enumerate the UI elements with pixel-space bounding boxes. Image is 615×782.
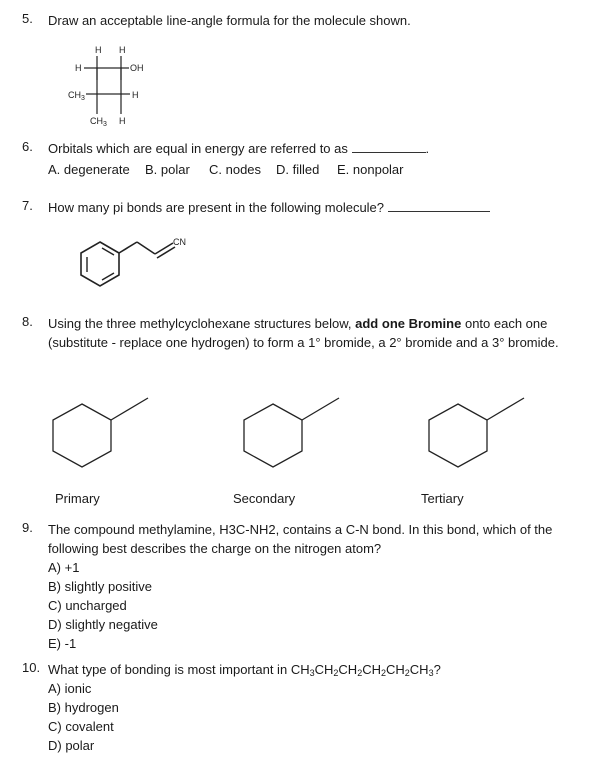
- q8-methylcyclohexane-2: [243, 395, 343, 475]
- q5-label-h-top-left: H: [95, 45, 102, 55]
- q8-ring-3: [429, 404, 487, 467]
- q9-number: 9.: [22, 520, 33, 535]
- q5-text: Draw an acceptable line-angle formula for the molecule shown.: [48, 13, 411, 28]
- q9-option-d: D) slightly negative: [48, 617, 158, 632]
- q5-label-oh: OH: [130, 63, 144, 73]
- q10-option-c: C) covalent: [48, 719, 114, 734]
- q5-label-ch3-left: $CH_3$: [68, 90, 85, 102]
- q8-text-part1: Using the three methylcyclohexane structures below,: [48, 316, 352, 331]
- q6-number: 6.: [22, 139, 33, 154]
- q5-label-h-left: H: [75, 63, 82, 73]
- q8-methyl-1: [111, 398, 148, 420]
- q9-line1: The compound methylamine, H3C-NH2, contains a C-N bond. In this bond, which of the: [48, 522, 553, 537]
- q8-methyl-2: [302, 398, 339, 420]
- q5-label-h-bottom: H: [119, 116, 126, 126]
- q10-line: [48, 660, 441, 679]
- q7-line: [48, 198, 490, 217]
- q7-number: 7.: [22, 198, 33, 213]
- q8-label-secondary: Secondary: [233, 491, 296, 506]
- q7-molecule-diagram: [75, 230, 215, 300]
- q6-option-d: D. filled: [276, 162, 320, 177]
- q5-label-h-right: H: [132, 90, 139, 100]
- q7-chain-bond-2: [137, 242, 155, 254]
- q5-label-ch3-bottom: $CH_3$: [90, 116, 107, 128]
- q8-number: 8.: [22, 314, 33, 329]
- q8-methyl-3: [487, 398, 524, 420]
- q10-text: What type of bonding is most important in: [48, 662, 288, 677]
- q8-text-part2: onto each one: [464, 316, 548, 331]
- q6-text: Orbitals which are equal in energy are referred to as: [48, 141, 348, 156]
- q8-bold-add: add: [355, 316, 379, 331]
- q10-number: 10.: [22, 660, 41, 675]
- q9-option-b: B) slightly positive: [48, 579, 153, 594]
- q7-chain-bond-1: [119, 242, 137, 253]
- q8-ring-1: [53, 404, 111, 467]
- q6-line: [48, 139, 429, 158]
- q5-number: 5.: [22, 11, 33, 26]
- q8-line1: [48, 314, 547, 333]
- q6-answer-blank[interactable]: [352, 141, 426, 153]
- q6-option-b: B. polar: [145, 162, 190, 177]
- q8-methylcyclohexane-1: [52, 395, 152, 475]
- q9-line2: following best describes the charge on the nitrogen atom?: [48, 541, 382, 556]
- q7-chain-double-a: [155, 243, 173, 254]
- q10-option-b: B) hydrogen: [48, 700, 119, 715]
- q10-formula: $CH_3CH_2CH_2CH_2CH_2CH_3$?: [290, 662, 441, 678]
- q8-label-primary: Primary: [55, 491, 100, 506]
- q7-text: How many pi bonds are present in the following molecule?: [48, 200, 385, 215]
- q6-option-e: E. nonpolar: [337, 162, 404, 177]
- q6-option-c: C. nodes: [209, 162, 262, 177]
- q10-option-d: D) polar: [48, 738, 95, 753]
- q7-chain-double-b: [157, 247, 175, 258]
- q6-period: .: [425, 141, 430, 156]
- q8-bold-bromine: one Bromine: [381, 316, 462, 331]
- q9-option-e: E) -1: [48, 636, 77, 651]
- q8-ring-2: [244, 404, 302, 467]
- q9-option-a: A) +1: [48, 560, 80, 575]
- q6-option-a: A. degenerate: [48, 162, 130, 177]
- q5-molecule-diagram: [62, 40, 162, 150]
- q8-methylcyclohexane-3: [428, 395, 528, 475]
- q9-option-c: C) uncharged: [48, 598, 127, 613]
- q8-label-tertiary: Tertiary: [421, 491, 464, 506]
- q10-option-a: A) ionic: [48, 681, 92, 696]
- q7-cn-label: CN: [173, 237, 186, 247]
- q5-label-h-top-right: H: [119, 45, 126, 55]
- q8-line2: (substitute - replace one hydrogen) to form a 1° bromide, a 2° bromide and a 3° bromide.: [48, 335, 559, 350]
- q5-ring: [97, 68, 121, 94]
- q7-answer-blank[interactable]: [388, 200, 490, 212]
